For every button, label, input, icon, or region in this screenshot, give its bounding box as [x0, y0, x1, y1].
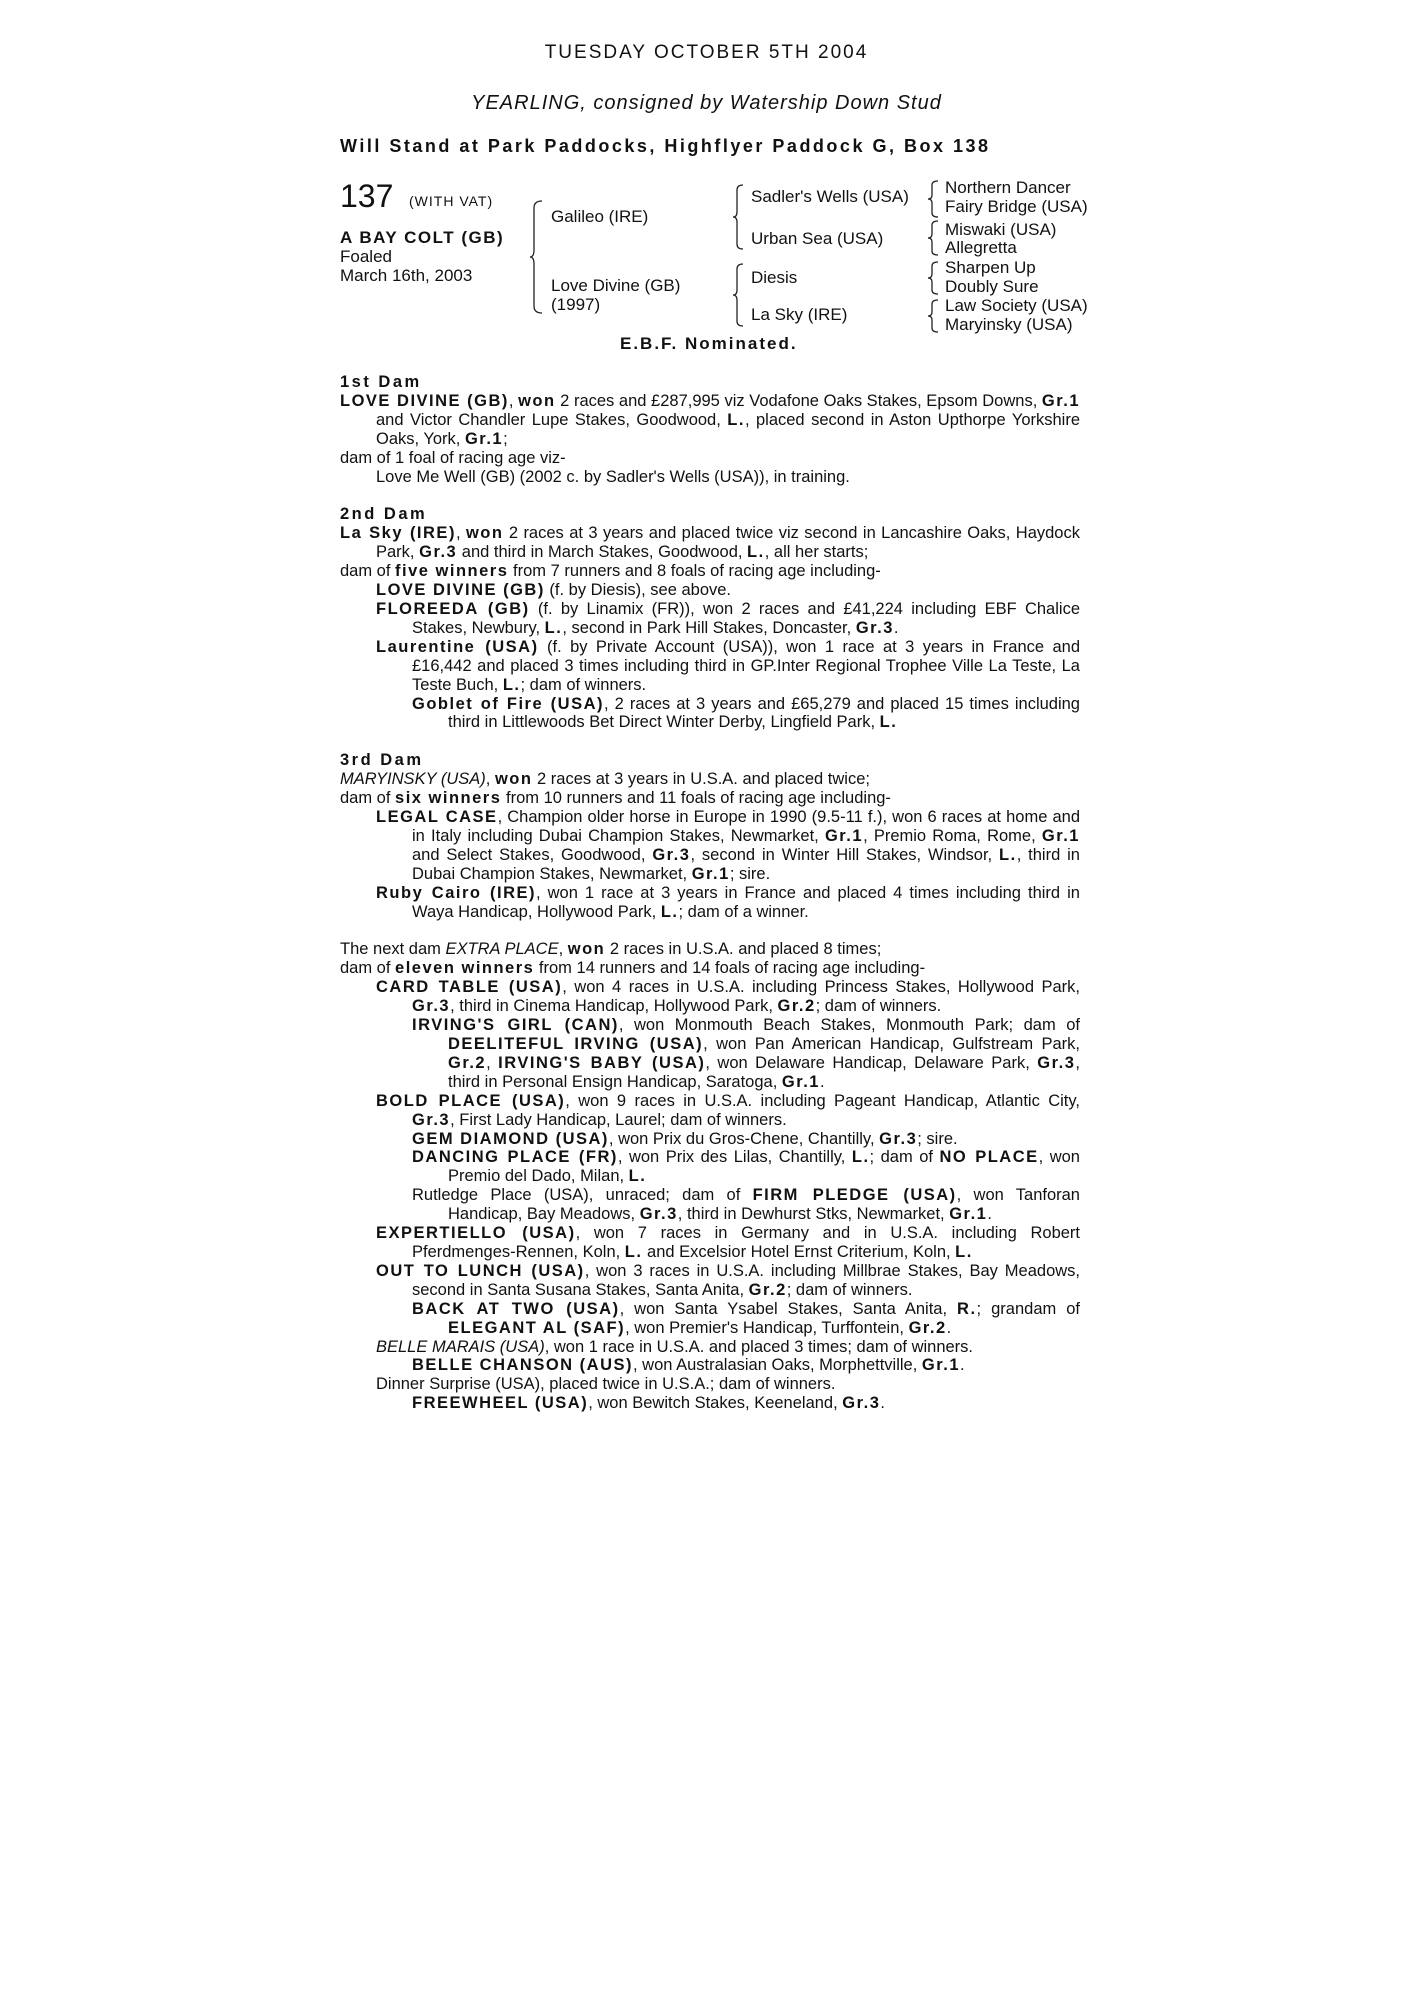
- offspring-entry: [340, 1186, 1080, 1224]
- pedigree-gen3-8: Maryinsky (USA): [945, 315, 1073, 334]
- record-text: , placed second in Aston Upthorpe Yorkshire Oaks, York,: [376, 410, 1080, 448]
- pedigree-gen3-1: Northern Dancer: [945, 178, 1071, 197]
- horse-name: LOVE DIVINE (GB): [376, 581, 545, 600]
- listed-label: L.: [624, 1242, 643, 1261]
- next-dam-record: [340, 940, 1080, 959]
- record-text: (f. by Private Account (USA)), won 1 race at 3 years in France and £16,442 and placed 3 times including third in GP.Inter Regional Trophee Ville La Teste, La Teste Buch,: [412, 637, 1080, 694]
- horse-name: Goblet of Fire (USA): [412, 694, 604, 713]
- grade-label: Gr.1: [921, 1356, 960, 1375]
- grade-label: Gr.2: [448, 1053, 487, 1072]
- pedigree-brace-main: [530, 200, 544, 314]
- grade-label: Gr.3: [639, 1205, 678, 1224]
- horse-name: FREEWHEEL (USA): [412, 1394, 589, 1413]
- horse-name: GEM DIAMOND (USA): [412, 1129, 609, 1148]
- record-text: (f. by Linamix (FR)), won 2 races and £41,224 including EBF Chalice Stakes, Newbury,: [412, 599, 1080, 637]
- record-text: ; dam of: [869, 1148, 940, 1167]
- record-text: , won 4 races in U.S.A. including Princess Stakes, Hollywood Park,: [562, 978, 1081, 997]
- record-text: ,: [486, 1053, 499, 1072]
- record-text: , won Monmouth Beach Stakes, Monmouth Park; dam of: [618, 1016, 1080, 1035]
- vat-note: (WITH VAT): [409, 193, 494, 209]
- record-text: , won 1 race in U.S.A. and placed 3 times; dam of winners.: [544, 1337, 974, 1356]
- grade-label: Gr.3: [652, 845, 691, 864]
- grade-label: Gr.3: [842, 1394, 881, 1413]
- offspring-entry: [340, 1224, 1080, 1262]
- offspring-entry: [340, 600, 1080, 638]
- record-text: , Premio Roma, Rome,: [863, 826, 1042, 845]
- horse-name: Laurentine (USA): [376, 637, 539, 656]
- record-text: , won Delaware Handicap, Delaware Park,: [705, 1053, 1038, 1072]
- lot-number: 137: [340, 178, 394, 214]
- third-dam-record: MARYINSKY (USA), won 2 races at 3 years in U.S.A. and placed twice;: [340, 770, 870, 789]
- offspring-entry: [340, 1262, 1080, 1300]
- listed-label: L.: [544, 618, 563, 637]
- pedigree-dam: Love Divine (GB): [551, 276, 681, 295]
- horse-name: EXPERTIELLO (USA): [376, 1224, 576, 1243]
- record-text: .: [960, 1356, 965, 1375]
- grade-label: Gr.2: [777, 997, 816, 1016]
- listed-label: L.: [628, 1167, 647, 1186]
- won-word: won: [494, 770, 533, 789]
- offspring-entry: [340, 1300, 1080, 1338]
- sale-date: TUESDAY OCTOBER 5TH 2004: [544, 42, 869, 63]
- grade-label: Gr.3: [879, 1129, 918, 1148]
- pedigree-gen3-7: Law Society (USA): [945, 296, 1088, 315]
- record-text: ; dam of a winner.: [678, 902, 809, 921]
- second-dam-name: La Sky (IRE): [340, 524, 456, 543]
- next-dam-foals: [340, 959, 1080, 978]
- record-text: ; dam of winners.: [815, 997, 942, 1016]
- horse-name: NO PLACE: [939, 1148, 1039, 1167]
- pedigree-gen3-6: Doubly Sure: [945, 277, 1039, 296]
- horse-name: DEELITEFUL IRVING (USA): [448, 1035, 704, 1053]
- record-text: .: [893, 618, 899, 637]
- record-text: , third in Personal Ensign Handicap, Saratoga,: [448, 1053, 1080, 1091]
- catalogue-body: [340, 373, 1080, 1413]
- horse-name: OUT TO LUNCH (USA): [376, 1261, 585, 1280]
- record-text: The next dam: [340, 940, 446, 959]
- third-dam-foals: [340, 789, 1080, 808]
- pedigree-sire-dam: Urban Sea (USA): [751, 229, 884, 248]
- first-dam-foal-entry: Love Me Well (GB) (2002 c. by Sadler's Wells (USA)), in training.: [376, 467, 850, 486]
- record-text: .: [946, 1318, 952, 1337]
- record-text: , third in Dubai Champion Stakes, Newmarket,: [412, 845, 1080, 883]
- location-line: Will Stand at Park Paddocks, Highflyer Paddock G, Box 138: [340, 136, 991, 156]
- horse-name: BOLD PLACE (USA): [376, 1091, 566, 1110]
- offspring-entry: [340, 1092, 1080, 1130]
- listed-label: L.: [727, 410, 745, 429]
- offspring-entry: [340, 1016, 1080, 1092]
- record-text: , all her starts;: [764, 543, 869, 562]
- listed-label: L.: [851, 1148, 870, 1167]
- won-word: won: [465, 524, 504, 543]
- record-text: , First Lady Handicap, Laurel; dam of winners.: [450, 1110, 787, 1129]
- record-text: and Excelsior Hotel Ernst Criterium, Koln,: [642, 1242, 956, 1261]
- record-text: , won Santa Ysabel Stakes, Santa Anita,: [619, 1299, 958, 1318]
- second-dam-heading: 2nd Dam: [340, 505, 428, 524]
- offspring-entry: [340, 1338, 1080, 1357]
- grade-label: Gr.3: [419, 543, 458, 562]
- winners-count: eleven winners: [395, 959, 535, 978]
- pedigree-sire: Galileo (IRE): [551, 207, 649, 226]
- pedigree-dam-sire: Diesis: [751, 268, 798, 287]
- horse-name: FLOREEDA (GB): [376, 599, 530, 618]
- horse-name: BELLE CHANSON (AUS): [412, 1356, 633, 1375]
- pedigree-brace-g2: [928, 220, 940, 256]
- record-text: , won Premio del Dado, Milan,: [448, 1148, 1080, 1186]
- record-text: dam of: [340, 959, 396, 978]
- grade-label: Gr.2: [908, 1318, 947, 1337]
- record-text: , won Tanforan Handicap, Bay Meadows,: [448, 1186, 1080, 1224]
- pedigree-gen3-2: Fairy Bridge (USA): [945, 197, 1088, 216]
- record-text: from 14 runners and 14 foals of racing age including-: [534, 959, 926, 978]
- record-text: dam of: [340, 789, 396, 808]
- grade-label: Gr.3: [1037, 1053, 1076, 1072]
- record-text: , won Premier's Handicap, Turffontein,: [625, 1318, 909, 1337]
- record-text: ;: [503, 429, 508, 448]
- third-dam-heading: 3rd Dam: [340, 751, 424, 770]
- offspring-entry: [340, 695, 1080, 733]
- record-text: .: [880, 1394, 885, 1413]
- first-dam-foals: dam of 1 foal of racing age viz-: [340, 448, 566, 467]
- first-dam-record: LOVE DIVINE (GB), won 2 races and £287,995 viz Vodafone Oaks Stakes, Epsom Downs, Gr.1 and Victor Chandler Lupe Stakes, Goodwood, L., placed second in Aston Upthorpe Yorkshire Oaks, York, Gr.1;: [340, 391, 1080, 448]
- pedigree-brace-g4: [928, 299, 940, 333]
- consignment-line: YEARLING, consigned by Watership Down Stud: [471, 92, 942, 114]
- record-text: (f. by Diesis), see above.: [544, 581, 732, 600]
- record-text: , won Prix des Lilas, Chantilly,: [617, 1148, 852, 1167]
- record-text: .: [987, 1205, 992, 1224]
- pedigree-brace-dam: [733, 263, 745, 327]
- record-text: , won 3 races in U.S.A. including Millbrae Stakes, Bay Meadows, second in Santa Susana Stakes, Santa Anita,: [412, 1261, 1081, 1299]
- listed-label: L.: [879, 713, 898, 732]
- listed-label: L.: [955, 1242, 973, 1261]
- offspring-entry: [340, 1130, 1080, 1149]
- record-text: from 10 runners and 11 foals of racing age including-: [501, 789, 891, 808]
- record-text: , third in Cinema Handicap, Hollywood Park,: [450, 997, 778, 1016]
- pedigree-dam-year: (1997): [551, 295, 601, 314]
- first-dam-name: LOVE DIVINE (GB): [340, 391, 509, 410]
- pedigree-gen3-4: Allegretta: [945, 238, 1017, 257]
- pedigree-brace-g1: [928, 180, 940, 218]
- horse-name: IRVING'S GIRL (CAN): [412, 1016, 619, 1035]
- record-text: 2 races and £287,995 viz Vodafone Oaks Stakes, Epsom Downs,: [555, 391, 1042, 410]
- record-text: from 7 runners and 8 foals of racing age including-: [508, 562, 881, 581]
- pedigree-sire-sire: Sadler's Wells (USA): [751, 187, 909, 206]
- pedigree-gen3-3: Miswaki (USA): [945, 220, 1057, 239]
- grade-label: Gr.1: [781, 1072, 820, 1091]
- third-dam-name: MARYINSKY (USA): [340, 770, 486, 789]
- record-text: , won 7 races in Germany and in U.S.A. including Robert Pferdmenges-Rennen, Koln,: [412, 1224, 1080, 1261]
- listed-label: L.: [502, 675, 521, 694]
- record-text: , second in Winter Hill Stakes, Windsor,: [690, 845, 1000, 864]
- record-text: , won Australasian Oaks, Morphettville,: [633, 1356, 922, 1375]
- record-text: , Champion older horse in Europe in 1990 (9.5-11 f.), won 6 races at home and in Italy including Dubai Champion Stakes, Newmarket,: [412, 808, 1081, 845]
- grade-label: Gr.1: [1041, 826, 1080, 845]
- record-text: ; grandam of: [976, 1299, 1080, 1318]
- record-text: , 2 races at 3 years and £65,279 and placed 15 times including third in Littlewoods Bet Direct Winter Derby, Lingfield Park,: [448, 694, 1080, 732]
- listed-label: L.: [747, 543, 765, 562]
- record-text: .: [819, 1072, 825, 1091]
- horse-name: BELLE MARAIS (USA): [376, 1337, 545, 1356]
- first-dam-heading: 1st Dam: [340, 373, 422, 391]
- record-text: ,: [558, 940, 568, 959]
- offspring-entry: Dinner Surprise (USA), placed twice in U.S.A.; dam of winners.: [376, 1375, 836, 1394]
- offspring-entry: [340, 581, 1080, 600]
- record-text: , won 9 races in U.S.A. including Pageant Handicap, Atlantic City,: [565, 1091, 1080, 1110]
- record-text: ; sire.: [917, 1129, 958, 1148]
- record-text: ; dam of winners.: [786, 1280, 913, 1299]
- grade-label: Gr.3: [855, 618, 894, 637]
- foaled-date: March 16th, 2003: [340, 266, 473, 285]
- second-dam-record: La Sky (IRE), won 2 races at 3 years and placed twice viz second in Lancashire Oaks, Haydock Park, Gr.3 and third in March Stakes, Goodwood, L., all her starts;: [340, 524, 1080, 562]
- grade-label: Gr.2: [748, 1280, 787, 1299]
- record-text: ; dam of winners.: [520, 675, 647, 694]
- record-text: ; sire.: [729, 864, 771, 883]
- record-text: and third in March Stakes, Goodwood,: [457, 543, 748, 562]
- offspring-entry: [340, 1394, 1080, 1413]
- record-text: , won 1 race at 3 years in France and placed 4 times including third in Waya Handicap, Hollywood Park,: [412, 883, 1080, 921]
- listed-label: L.: [660, 902, 679, 921]
- record-text: Rutledge Place (USA), unraced; dam of: [412, 1186, 753, 1205]
- record-text: , second in Park Hill Stakes, Doncaster,: [562, 618, 856, 637]
- offspring-entry: [340, 1356, 1080, 1375]
- horse-name: FIRM PLEDGE (USA): [752, 1186, 957, 1205]
- horse-name: LEGAL CASE: [376, 808, 498, 827]
- offspring-entry: [340, 638, 1080, 695]
- record-text: 2 races at 3 years and placed twice viz second in Lancashire Oaks, Haydock Park,: [376, 524, 1080, 562]
- winners-count: six winners: [395, 789, 502, 808]
- ebf-nominated: E.B.F. Nominated.: [620, 334, 798, 353]
- listed-label: L.: [999, 845, 1017, 864]
- record-text: , won Prix du Gros-Chene, Chantilly,: [608, 1129, 880, 1148]
- pedigree-dam-dam: La Sky (IRE): [751, 305, 848, 324]
- pedigree-brace-g3: [928, 261, 940, 295]
- horse-name: Ruby Cairo (IRE): [376, 883, 536, 902]
- lot-description: A BAY COLT (GB): [340, 228, 505, 247]
- grade-label: Gr.1: [1041, 391, 1080, 410]
- horse-name: IRVING'S BABY (USA): [498, 1053, 706, 1072]
- grade-label: Gr.1: [949, 1205, 988, 1224]
- horse-name: ELEGANT AL (SAF): [448, 1318, 626, 1337]
- next-dam-name: EXTRA PLACE: [445, 940, 559, 959]
- winners-count: five winners: [395, 562, 509, 581]
- horse-name: DANCING PLACE (FR): [412, 1148, 618, 1167]
- record-text: dam of: [340, 562, 396, 581]
- second-dam-foals: [340, 562, 1080, 581]
- won-word: won: [518, 391, 556, 410]
- grade-label: Gr.3: [412, 1110, 451, 1129]
- record-text: , won Bewitch Stakes, Keeneland,: [588, 1394, 843, 1413]
- pedigree-brace-sire: [733, 184, 745, 250]
- grade-label: Gr.1: [464, 429, 504, 448]
- offspring-entry: [340, 884, 1080, 922]
- pedigree-gen3-5: Sharpen Up: [945, 258, 1036, 277]
- record-text: , won Pan American Handicap, Gulfstream Park,: [703, 1035, 1080, 1053]
- offspring-entry: [340, 978, 1080, 1016]
- restricted-label: R.: [957, 1299, 977, 1318]
- grade-label: Gr.3: [412, 997, 451, 1016]
- record-text: 2 races at 3 years in U.S.A. and placed twice;: [532, 770, 870, 789]
- grade-label: Gr.1: [824, 826, 864, 845]
- won-word: won: [567, 940, 606, 959]
- offspring-entry: [340, 1148, 1080, 1186]
- horse-name: BACK AT TWO (USA): [412, 1299, 620, 1318]
- grade-label: Gr.1: [691, 864, 730, 883]
- foaled-label: Foaled: [340, 247, 392, 266]
- horse-name: CARD TABLE (USA): [376, 978, 563, 997]
- record-text: and Select Stakes, Goodwood,: [412, 845, 653, 864]
- record-text: and Victor Chandler Lupe Stakes, Goodwood,: [376, 410, 728, 429]
- offspring-entry: [340, 808, 1080, 884]
- record-text: 2 races in U.S.A. and placed 8 times;: [605, 940, 882, 959]
- record-text: , third in Dewhurst Stks, Newmarket,: [677, 1205, 950, 1224]
